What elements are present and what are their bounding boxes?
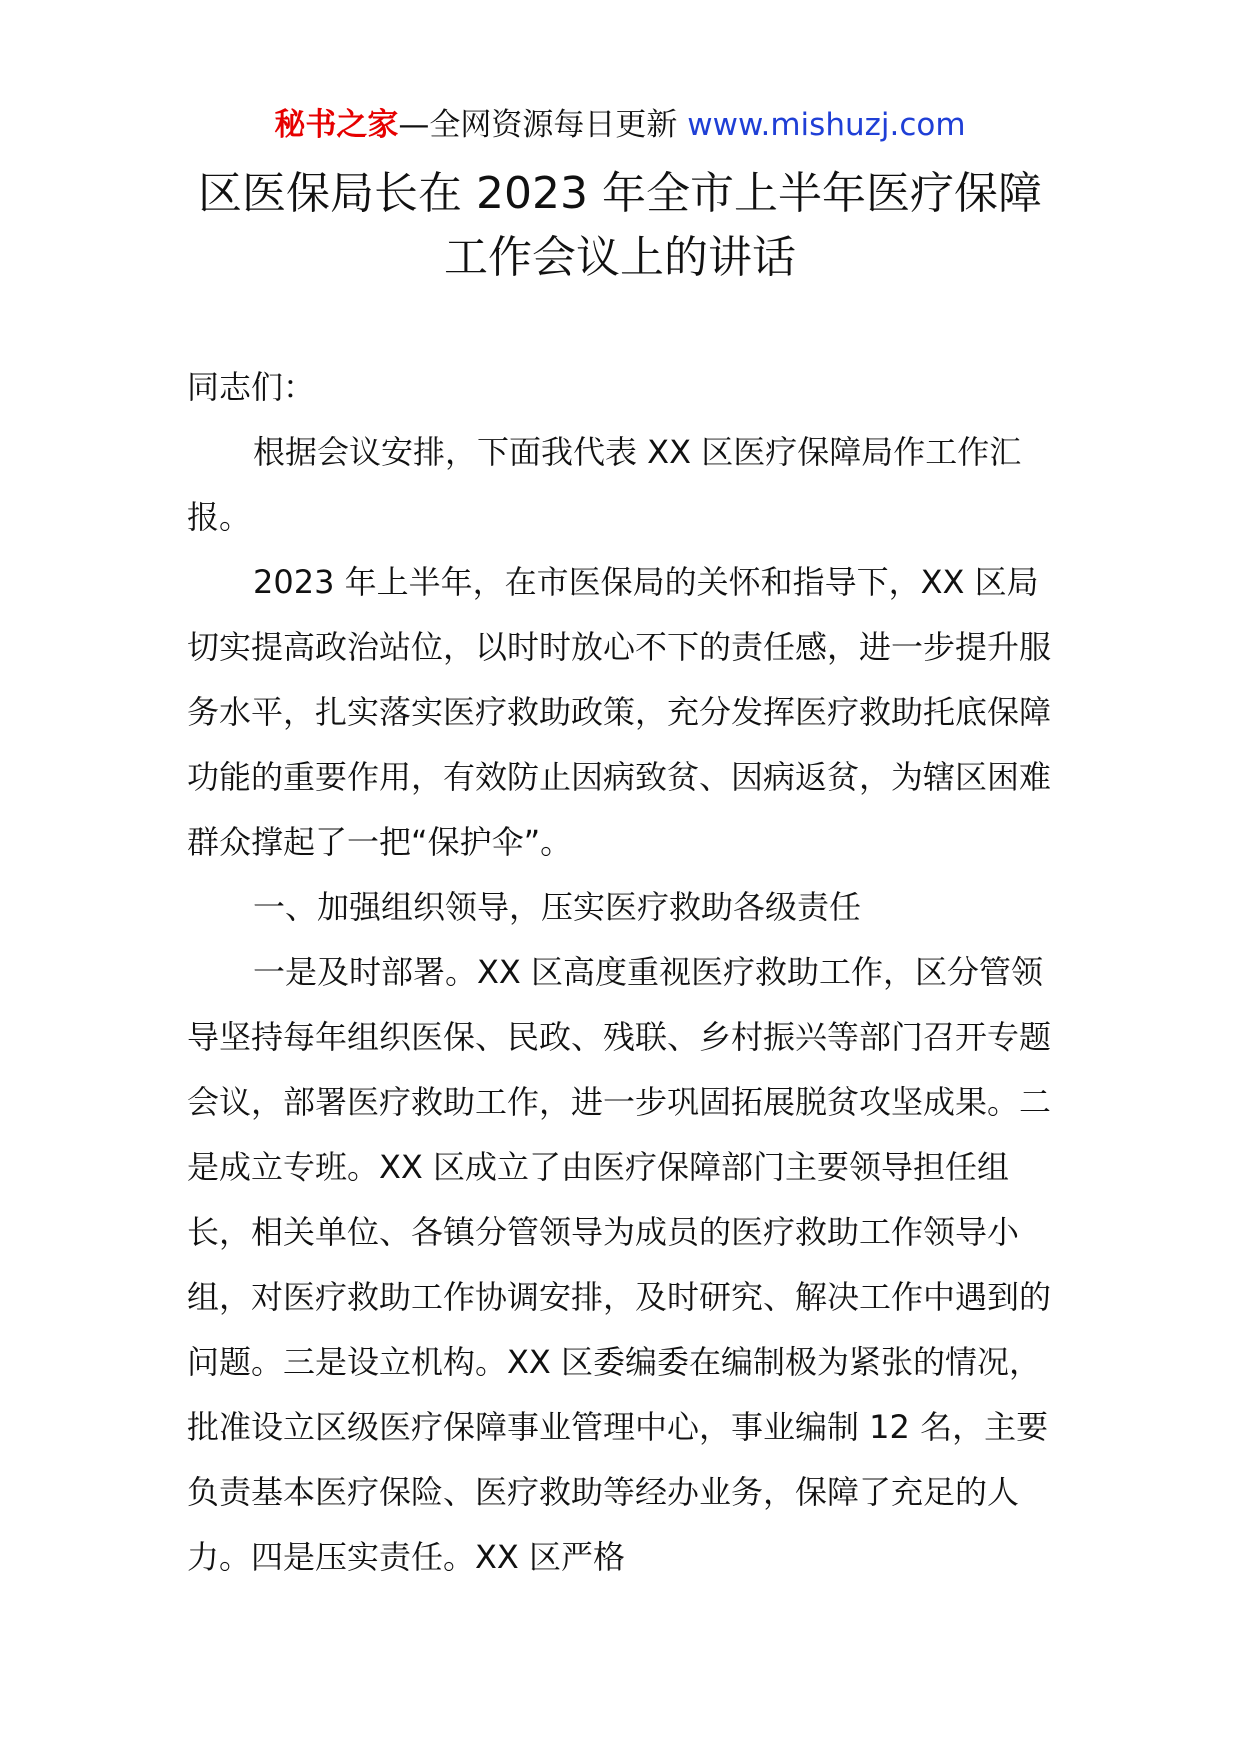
salutation: 同志们： xyxy=(187,368,316,406)
section-heading: 一、加强组织领导，压实医疗救助各级责任 xyxy=(253,888,862,926)
paragraph: 2023 年上半年，在市医保局的关怀和指导下，XX 区局切实提高政治站位，以时时放心不下的责任感，进一步提升服务水平，扎实落实医疗救助政策，充分发挥医疗救助托底保障功能的重要作用，有效防止因病致贫、因病返贫，为辖区困难群众撑起了一把“保护伞”。 xyxy=(187,563,1052,861)
site-header xyxy=(0,100,1240,150)
site-brand: 秘书之家 xyxy=(274,107,399,143)
title-line-2: 工作会议上的讲话 xyxy=(444,232,796,283)
paragraph: 一是及时部署。XX 区高度重视医疗救助工作，区分管领导坚持每年组织医保、民政、残联、乡村振兴等部门召开专题会议，部署医疗救助工作，进一步巩固拓展脱贫攻坚成果。二是成立专班。XX 区成立了由医疗保障部门主要领导担任组长，相关单位、各镇分管领导为成员的医疗救助工作领导小组，对医疗救助工作协调安排，及时研究、解决工作中遇到的问题。三是设立机构。XX 区委编委在编制极为紧张的情况，批准设立区级医疗保障事业管理中心，事业编制 12 名，主要负责基本医疗保险、医疗救助等经办业务，保障了充足的人力。四是压实责任。XX 区严格 xyxy=(187,953,1052,1576)
paragraph: 根据会议安排，下面我代表 XX 区医疗保障局作工作汇报。 xyxy=(187,433,1022,536)
site-tagline: —全网资源每日更新 xyxy=(398,107,688,143)
site-url-link[interactable]: www.mishuzj.com xyxy=(687,107,966,143)
document-title xyxy=(150,162,1090,290)
document-body xyxy=(187,355,1057,1590)
title-line-1: 区医保局长在 2023 年全市上半年医疗保障 xyxy=(198,168,1042,219)
